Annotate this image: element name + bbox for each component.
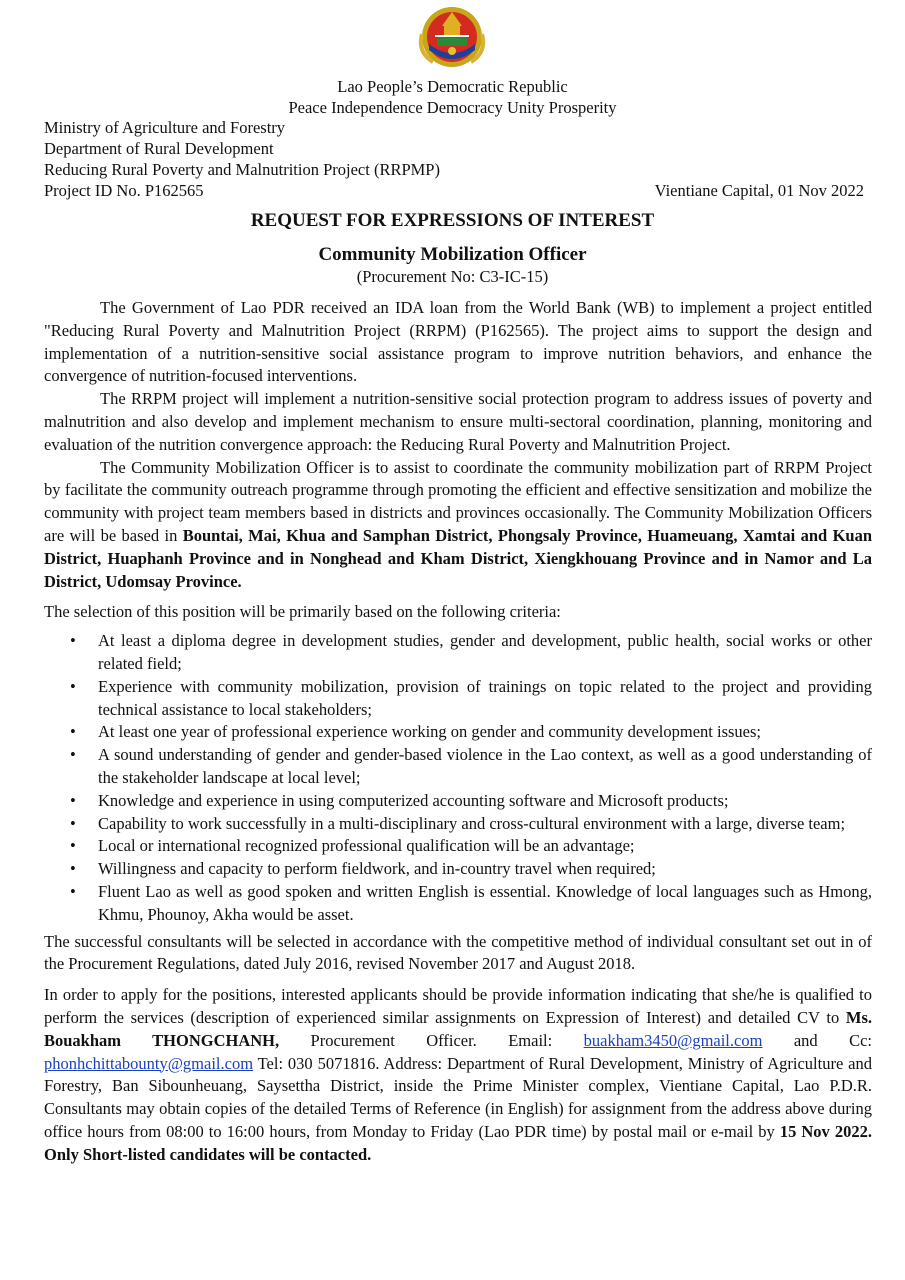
paragraph-project-scope: The RRPM project will implement a nutrition-sensitive social protection program to address issues of poverty and malnutrition and also develop and implement mechanism to ensure multi-sectoral coordination, planning, monitoring and evaluation of the nutrition convergence approach: the Reducing Rural Poverty and Malnutrition Project. bbox=[44, 389, 872, 454]
project-name: Reducing Rural Poverty and Malnutrition Project (RRPMP) bbox=[44, 160, 440, 179]
criteria-item: • Willingness and capacity to perform fieldwork, and in-country travel when required; bbox=[44, 858, 872, 881]
criteria-intro: The selection of this position will be primarily based on the following criteria: bbox=[44, 602, 561, 622]
criteria-list bbox=[44, 630, 872, 926]
bullet-icon: • bbox=[70, 631, 76, 651]
country-name: Lao People’s Democratic Republic bbox=[337, 77, 568, 96]
criteria-item: • At least a diploma degree in development studies, gender and development, public health, social works or other related field; bbox=[70, 631, 872, 673]
bullet-icon: • bbox=[70, 722, 76, 742]
document-body bbox=[44, 297, 872, 1166]
criteria-item: • Fluent Lao as well as good spoken and written English is essential. Knowledge of local languages such as Hmong, Khmu, Phounoy, Akha would be asset. bbox=[70, 881, 872, 924]
duty-stations: Bountai, Mai, Khua and Samphan District, Phongsaly Province, Huameuang, Xamtai and Kuan District, Huaphanh Province and in Nonghead and Kham District, Xiengkhouang Province and in Namor and La District, Udomsay Province. bbox=[44, 525, 873, 591]
bullet-icon: • bbox=[70, 813, 76, 833]
email-link-cc[interactable]: phonhchittabounty@gmail.com bbox=[44, 1053, 254, 1073]
criteria-item: • Experience with community mobilization, provision of trainings on topic related to the project and providing technical assistance to local stakeholders; bbox=[70, 676, 872, 719]
criteria-item: • Local or international recognized professional qualification will be an advantage; bbox=[44, 835, 872, 858]
selection-method: The successful consultants will be selected in accordance with the competitive method of individual consultant set out in of the Procurement Regulations, dated July 2016, revised November 2017 and August 2018. bbox=[44, 931, 872, 974]
bullet-icon: • bbox=[70, 881, 76, 901]
project-id: Project ID No. P162565 bbox=[44, 181, 204, 200]
position-title: Community Mobilization Officer bbox=[318, 244, 587, 265]
email-link-primary[interactable]: buakham3450@gmail.com bbox=[583, 1030, 763, 1050]
criteria-item: • Knowledge and experience in using computerized accounting software and Microsoft products; bbox=[44, 790, 872, 813]
criteria-item: • At least one year of professional experience working on gender and community development issues; bbox=[44, 721, 872, 744]
bullet-icon: • bbox=[70, 745, 76, 765]
document-date: Vientiane Capital, 01 Nov 2022 bbox=[654, 181, 864, 200]
bullet-icon: • bbox=[70, 676, 76, 696]
procurement-number: (Procurement No: C3-IC-15) bbox=[356, 267, 549, 286]
application-instructions: In order to apply for the positions, interested applicants should be provide information indicating that she/he is qualified to perform the services (description of experienced similar assignments on Expression of Interest) and detailed CV to Ms. Bouakham THONGCHANH, Procurement Officer. Email: buakham3450@gmail.com and Cc: phonhchittabounty@gmail.com Tel: 030 5071816. Address: Department of Rural Development, Ministry of Agriculture and Forestry, Ban Sibounheuang, Saysettha District, inside the Prime Minister complex, Vientiane Capital, Lao P.D.R. Consultants may obtain copies of the detailed Terms of Reference (in English) for assignment from the address above during office hours from 08:00 to 16:00 hours, from Monday to Friday (Lao PDR time) by postal mail or e-mail by 15 Nov 2022. Only Short-listed candidates will be contacted. bbox=[44, 985, 873, 1164]
bullet-icon: • bbox=[70, 859, 76, 879]
paragraph-background: The Government of Lao PDR received an IDA loan from the World Bank (WB) to implement a project entitled "Reducing Rural Poverty and Malnutrition Project (RRPM) (P162565). The project aims to support the design and implementation of a nutrition-sensitive social assistance program to improve nutrition behaviors, and enhance the convergence of nutrition-focused interventions. bbox=[44, 298, 872, 386]
contact-name: Ms. Bouakham THONGCHANH, bbox=[44, 1007, 872, 1050]
bullet-icon: • bbox=[70, 790, 76, 810]
deadline-date: 15 Nov 2022. bbox=[779, 1121, 872, 1141]
role-description-text: The Community Mobilization Officer is to assist to coordinate the community mobilization part of RRPM Project by facilitate the community outreach programme through promoting the efficient and effective sensitization and mobilize the community with project team members based in districts and provinces occasionally. The Community Mobilization Officers are will be based in bbox=[44, 457, 872, 545]
paragraph-role-description bbox=[44, 457, 872, 594]
lao-national-emblem-icon bbox=[413, 4, 491, 70]
bullet-icon: • bbox=[70, 836, 76, 856]
closing-note: Only Short-listed candidates will be contacted. bbox=[44, 1144, 372, 1164]
document-title: REQUEST FOR EXPRESSIONS OF INTEREST bbox=[250, 210, 655, 231]
national-motto: Peace Independence Democracy Unity Prosperity bbox=[288, 98, 617, 117]
criteria-item: • A sound understanding of gender and gender-based violence in the Lao context, as well as a good understanding of the stakeholder landscape at local level; bbox=[70, 745, 872, 787]
department-name: Department of Rural Development bbox=[44, 139, 274, 158]
criteria-item: • Capability to work successfully in a multi-disciplinary and cross-cultural environment with a large, diverse team; bbox=[44, 813, 872, 836]
ministry-name: Ministry of Agriculture and Forestry bbox=[44, 118, 286, 137]
